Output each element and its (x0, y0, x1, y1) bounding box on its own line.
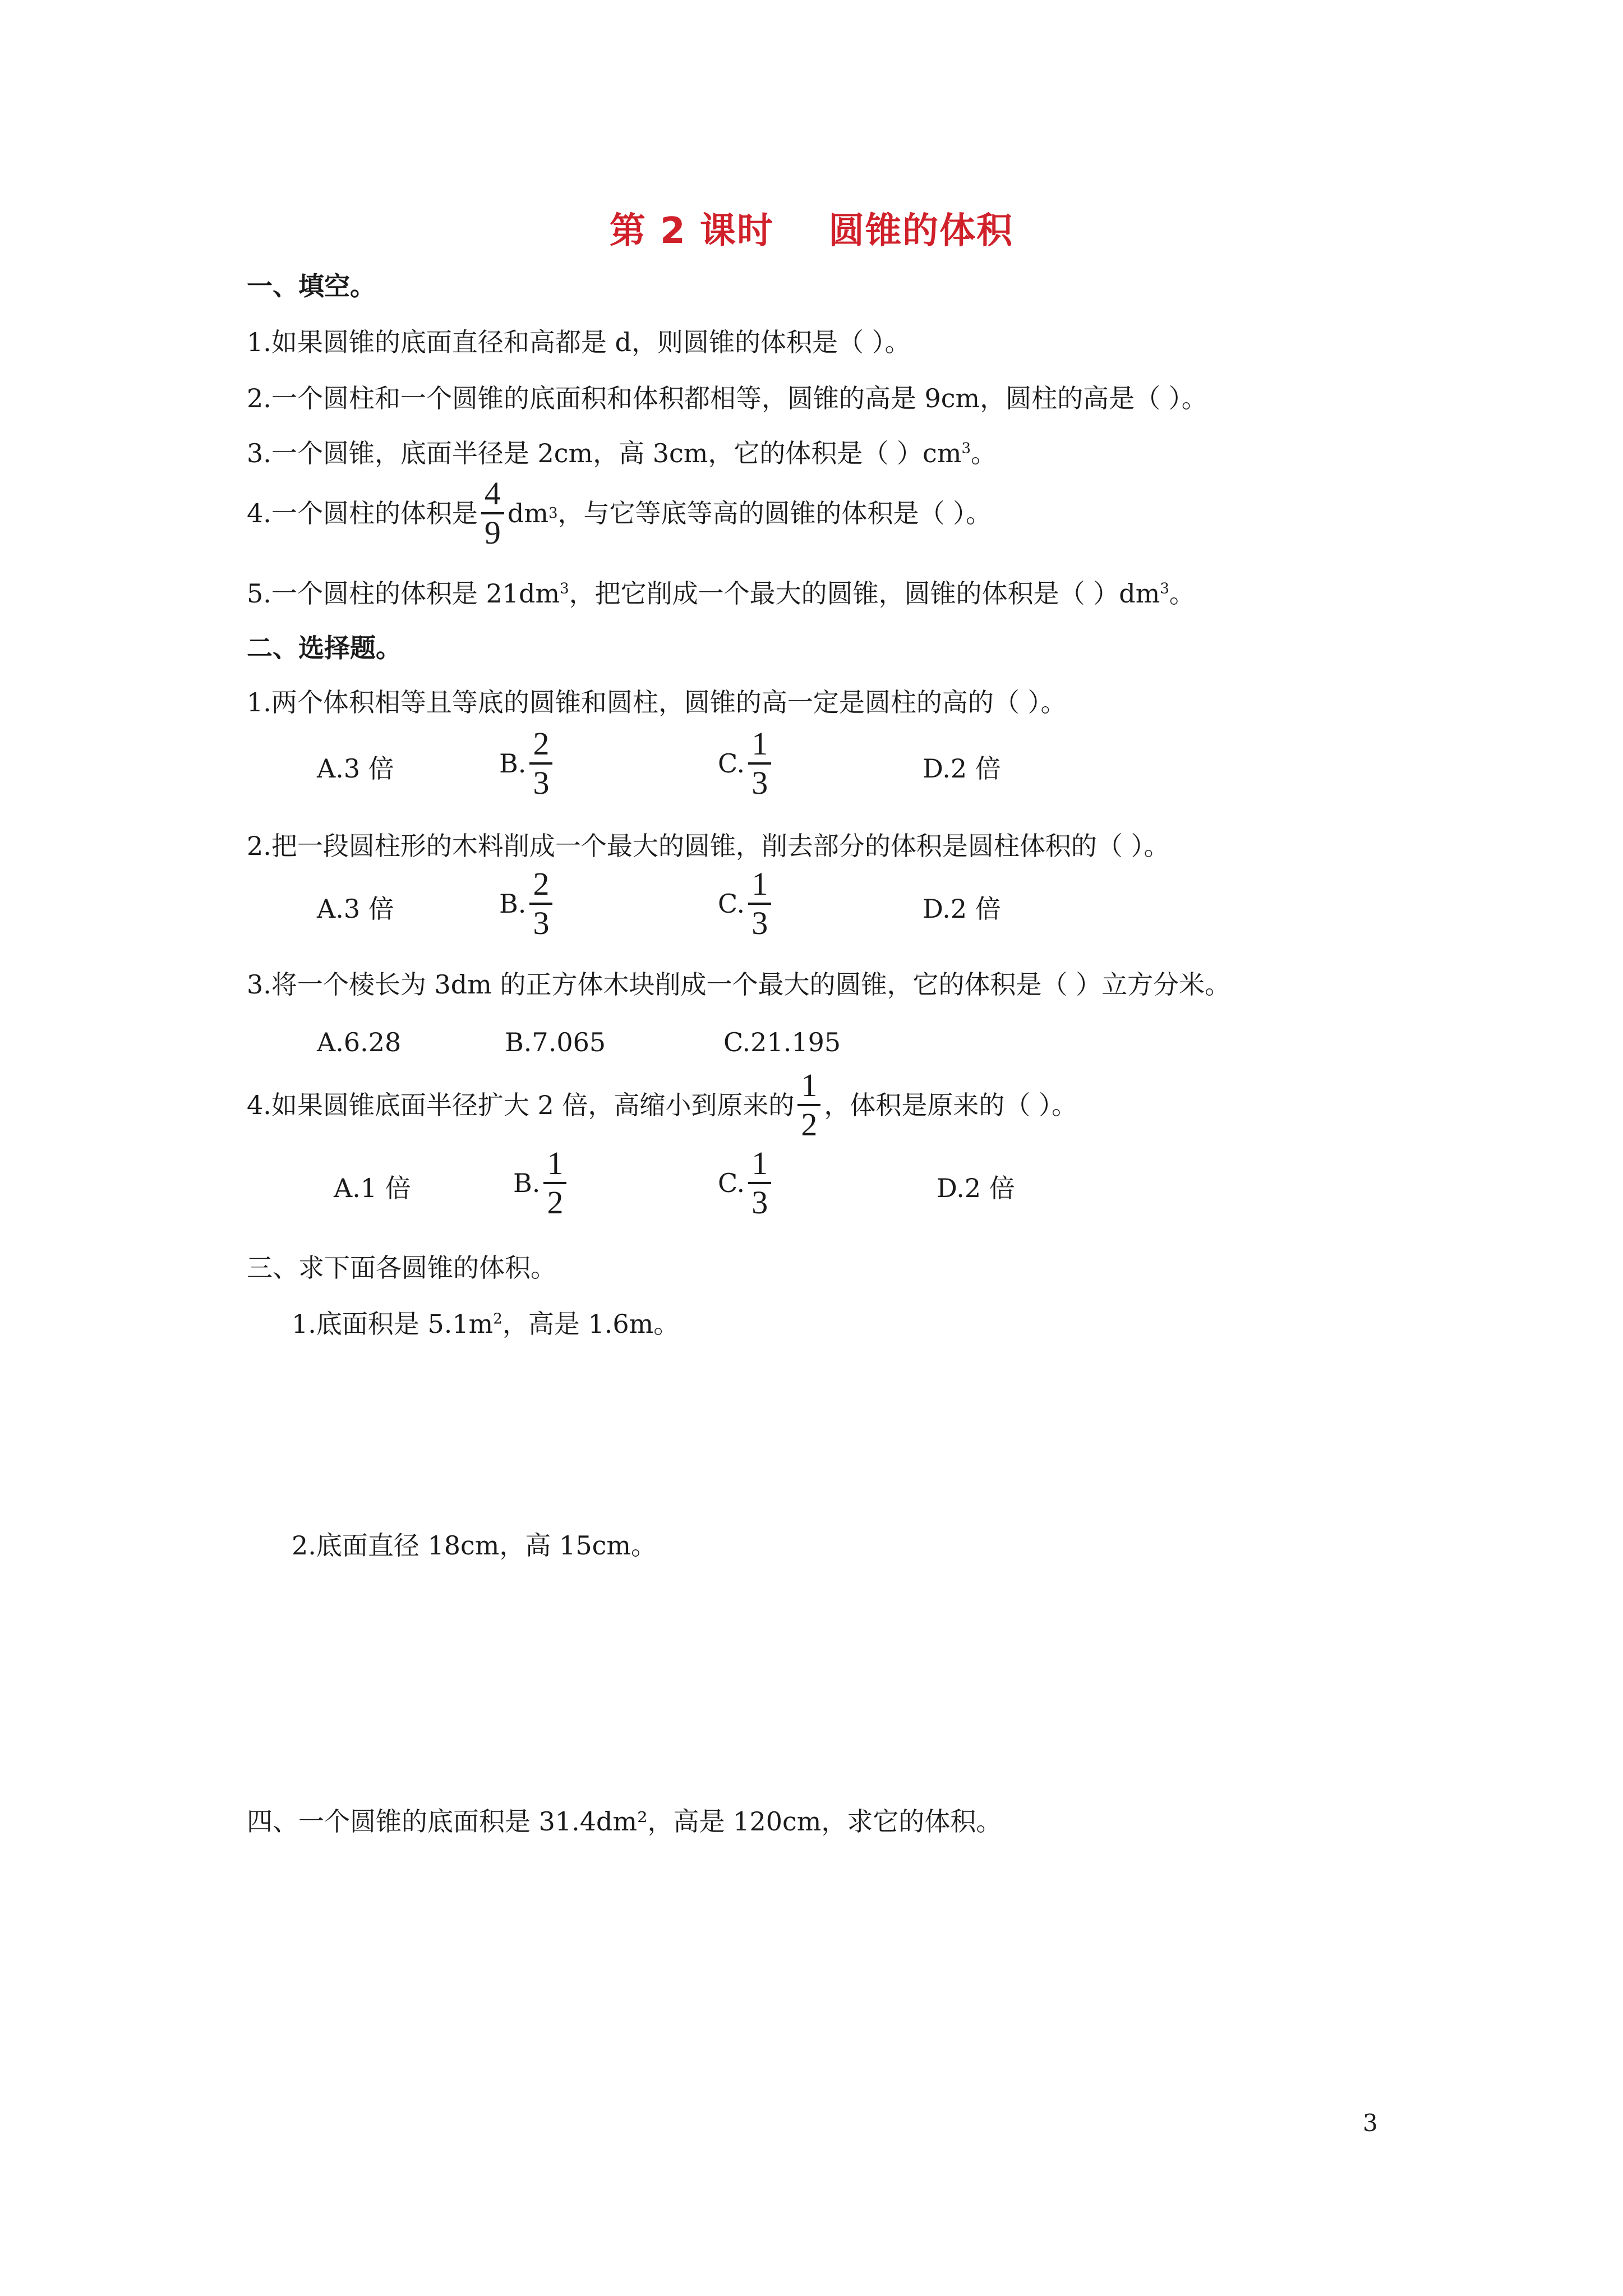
q1-option-c: C. $\frac{1}{3}$ (718, 726, 774, 800)
q4-option-d: D.2 倍 (937, 1173, 1015, 1203)
choice-question-3: 3.将一个棱长为 3dm 的正方体木块削成一个最大的圆锥，它的体积是（ ）立方分米。 (247, 969, 1231, 1000)
section2-heading: 二、选择题。 (247, 633, 402, 663)
choice-question-1: 1.两个体积相等且等底的圆锥和圆柱，圆锥的高一定是圆柱的高的（ ）。 (247, 687, 1067, 717)
q3-option-a: A.6.28 (317, 1027, 402, 1057)
fraction-4-9: $\frac{4}{9}$ (481, 476, 504, 550)
choice-question-4: 4.如果圆锥底面半径扩大 2 倍，高缩小到原来的 $\frac{1}{2}$ ，体积是原来的（ ）。 (247, 1067, 1078, 1143)
volume-question-1: 1.底面积是 $5.1m^2$，高是 1.6m。 (292, 1309, 680, 1339)
choice-question-2: 2.把一段圆柱形的木料削成一个最大的圆锥，削去部分的体积是圆柱体积的（ ）。 (247, 831, 1170, 861)
section3-heading: 三、求下面各圆锥的体积。 (247, 1253, 556, 1283)
volume-question-2: 2.底面直径 18cm，高 15cm。 (292, 1530, 657, 1561)
fraction-1-2: $\frac{1}{2}$ (797, 1068, 820, 1142)
fill-question-3: 3.一个圆锥，底面半径是 2cm，高 3cm，它的体积是（ ）$cm^3$。 (247, 438, 997, 468)
q1-option-d: D.2 倍 (923, 753, 1001, 784)
q2-option-c: C. $\frac{1}{3}$ (718, 867, 774, 941)
q2-option-b: B. $\frac{2}{3}$ (499, 867, 556, 941)
section4-question: 四、一个圆锥的底面积是 31.4dm²，高是 120cm，求它的体积。 (247, 1806, 1002, 1837)
q1-option-a: A.3 倍 (317, 753, 394, 784)
q3-option-c: C.21.195 (723, 1027, 841, 1057)
q2-option-d: D.2 倍 (923, 894, 1001, 924)
section1-heading: 一、填空。 (247, 271, 376, 301)
q2-option-a: A.3 倍 (317, 894, 394, 924)
q4-option-a: A.1 倍 (334, 1173, 411, 1203)
page-title: 第 2 课时 圆锥的体积 (609, 210, 1014, 252)
q4-option-c: C. $\frac{1}{3}$ (718, 1146, 774, 1220)
q3-option-b: B.7.065 (505, 1027, 606, 1057)
fill-question-4: 4.一个圆柱的体积是 $\frac{4}{9}$ dm 3 ，与它等底等高的圆锥的体积是（ ）。 (247, 475, 992, 551)
q1-option-b: B. $\frac{2}{3}$ (499, 726, 556, 800)
page-number: 3 (1363, 2109, 1378, 2137)
fill-question-5: 5.一个圆柱的体积是 $21dm^3$，把它削成一个最大的圆锥，圆锥的体积是（ ）$dm^3$。 (247, 578, 1195, 609)
q4-option-b: B. $\frac{1}{2}$ (513, 1146, 570, 1220)
fill-question-1: 1.如果圆锥的底面直径和高都是 d，则圆锥的体积是（ ）。 (247, 327, 911, 357)
fill-question-2: 2.一个圆柱和一个圆锥的底面积和体积都相等，圆锥的高是 9cm，圆柱的高是（ ）。 (247, 383, 1207, 413)
